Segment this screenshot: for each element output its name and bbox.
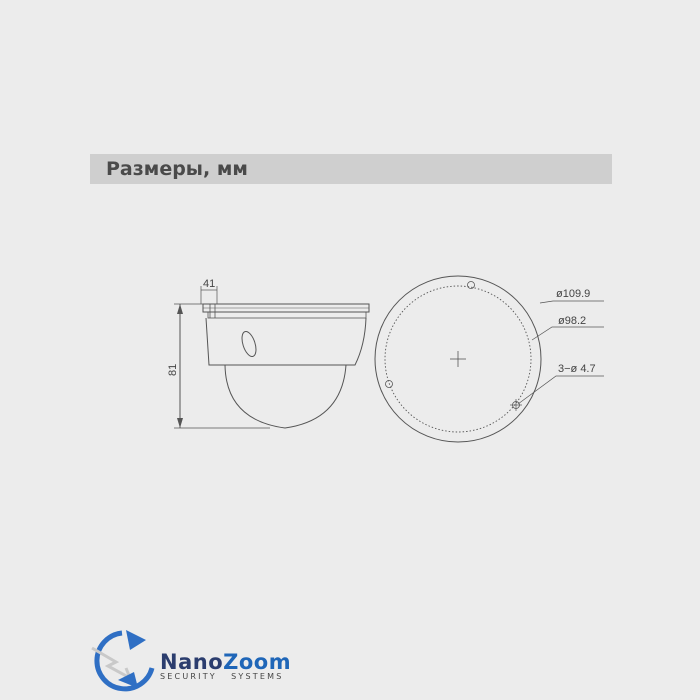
mount-hole xyxy=(468,282,475,289)
cable-port xyxy=(239,330,258,358)
camera-body xyxy=(206,318,366,365)
camera-dome xyxy=(225,365,346,428)
brand-name-part1: Nano xyxy=(160,650,224,674)
mount-diameter-label: ø98.2 xyxy=(558,315,587,327)
section-title: Размеры, мм xyxy=(106,158,248,180)
tagline-right: SYSTEMS xyxy=(231,672,284,681)
tagline-left: SECURITY xyxy=(160,672,217,681)
brand-tagline xyxy=(160,672,283,681)
top-view xyxy=(375,276,604,442)
hole-leader xyxy=(518,376,604,404)
brand-name xyxy=(160,650,291,674)
brand-name-part2: Zoom xyxy=(223,650,292,674)
side-height-label: 81 xyxy=(167,363,179,376)
holes-label: 3−ø 4.7 xyxy=(558,363,596,375)
outer-diameter-label: ø109.9 xyxy=(556,288,591,300)
side-top-width-label: 41 xyxy=(203,278,216,290)
mount-diameter-leader xyxy=(532,327,604,340)
outer-diameter-leader xyxy=(540,301,604,303)
side-view xyxy=(174,286,369,428)
